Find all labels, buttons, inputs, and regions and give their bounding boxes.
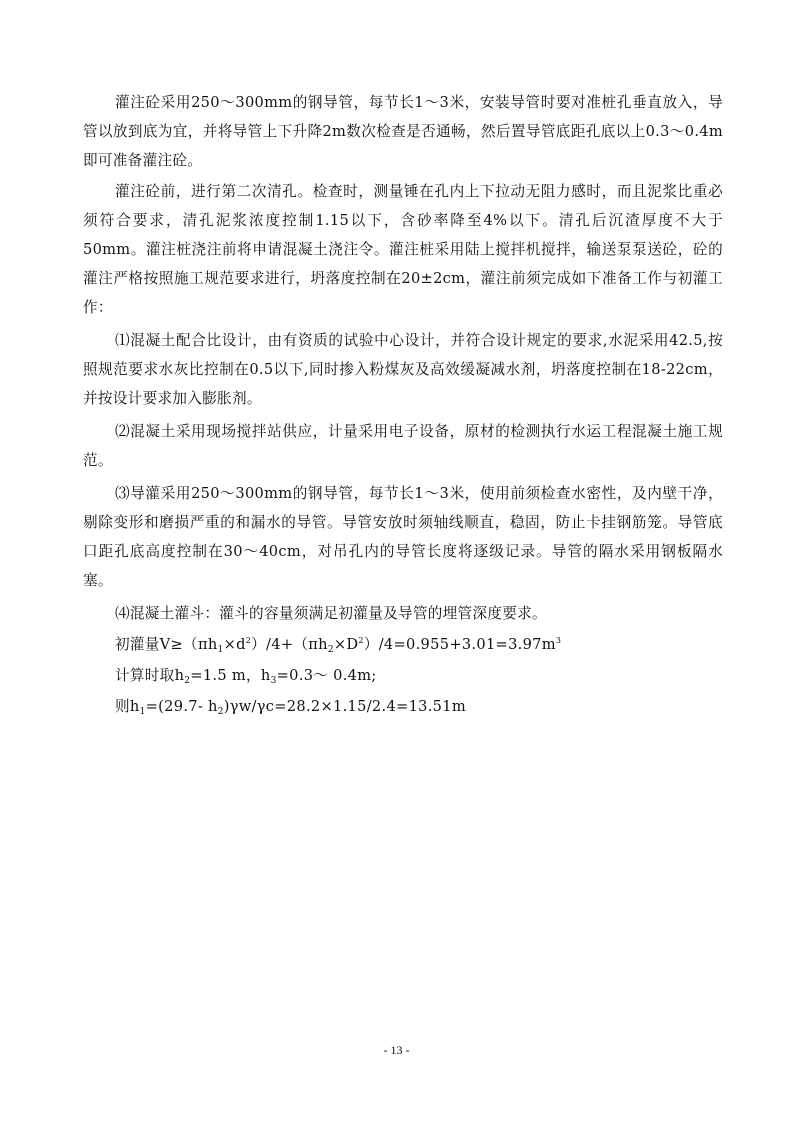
formula-initial-volume: 初灌量$V\ge(\pi h_1\times d^2)/4+(\pi h_2\times D^2)/4=0.955+3.01=3.97m^3$: [115, 636, 562, 655]
document-body: [83, 88, 723, 721]
paragraph-second-clearing: 灌注砼前，进行第二次清孔。检查时，测量锤在孔内上下拉动无阻力感时，而且泥浆比重必须符合要求，清孔泥浆浓度控制1.15以下，含砂率降至4%以下。清孔后沉渣厚度不大于50mm。灌注桩浇注前将申请混凝土浇注令。灌注桩采用陆上搅拌机搅拌，输送泵泵送砼，砼的灌注严格按照施工规范要求进行，坍落度控制在20±2cm，灌注前须完成如下准备工作与初灌工作：: [83, 183, 723, 316]
paragraph-conduit-spec: ⑶导灌采用250～300mm的钢导管，每节长1～3米，使用前须检查水密性，及内壁干净，剔除变形和磨损严重的和漏水的导管。导管安放时须轴线顺直，稳固，防止卡挂钢筋笼。导管底口距孔底高度控制在30～40cm，对吊孔内的导管长度将逐级记录。导管的隔水采用钢板隔水塞。: [83, 485, 723, 589]
formula-calc-values: 计算时取$h_2=1.5$ m，$h_3=0.3\sim$ 0.4m;: [115, 667, 377, 686]
page-number: - 13 -: [383, 1043, 410, 1057]
paragraph-pouring-conduit: 灌注砼采用250～300mm的钢导管，每节长1～3米，安装导管时要对准桩孔垂直放入，导管以放到底为宜，并将导管上下升降2m数次检查是否通畅，然后置导管底距孔底以上0.3～0.4m即可准备灌注砼。: [83, 94, 723, 169]
paragraph-hopper: ⑷混凝土灌斗：灌斗的容量须满足初灌量及导管的埋管深度要求。: [115, 605, 547, 622]
formula-h1: 则$h_1=(29.7-$ $h_2)\gamma w/\gamma c=28.2\times 1.15/2.4=13.51m$: [115, 698, 466, 717]
paragraph-mix-design: ⑴混凝土配合比设计，由有资质的试验中心设计，并符合设计规定的要求,水泥采用42.5,按照规范要求水灰比控制在0.5以下,同时掺入粉煤灰及高效缓凝减水剂，坍落度控制在18-22cm，并按设计要求加入膨胀剂。: [83, 332, 723, 407]
paragraph-mixing-station: ⑵混凝土采用现场搅拌站供应，计量采用电子设备，原材的检测执行水运工程混凝土施工规范。: [83, 423, 723, 469]
